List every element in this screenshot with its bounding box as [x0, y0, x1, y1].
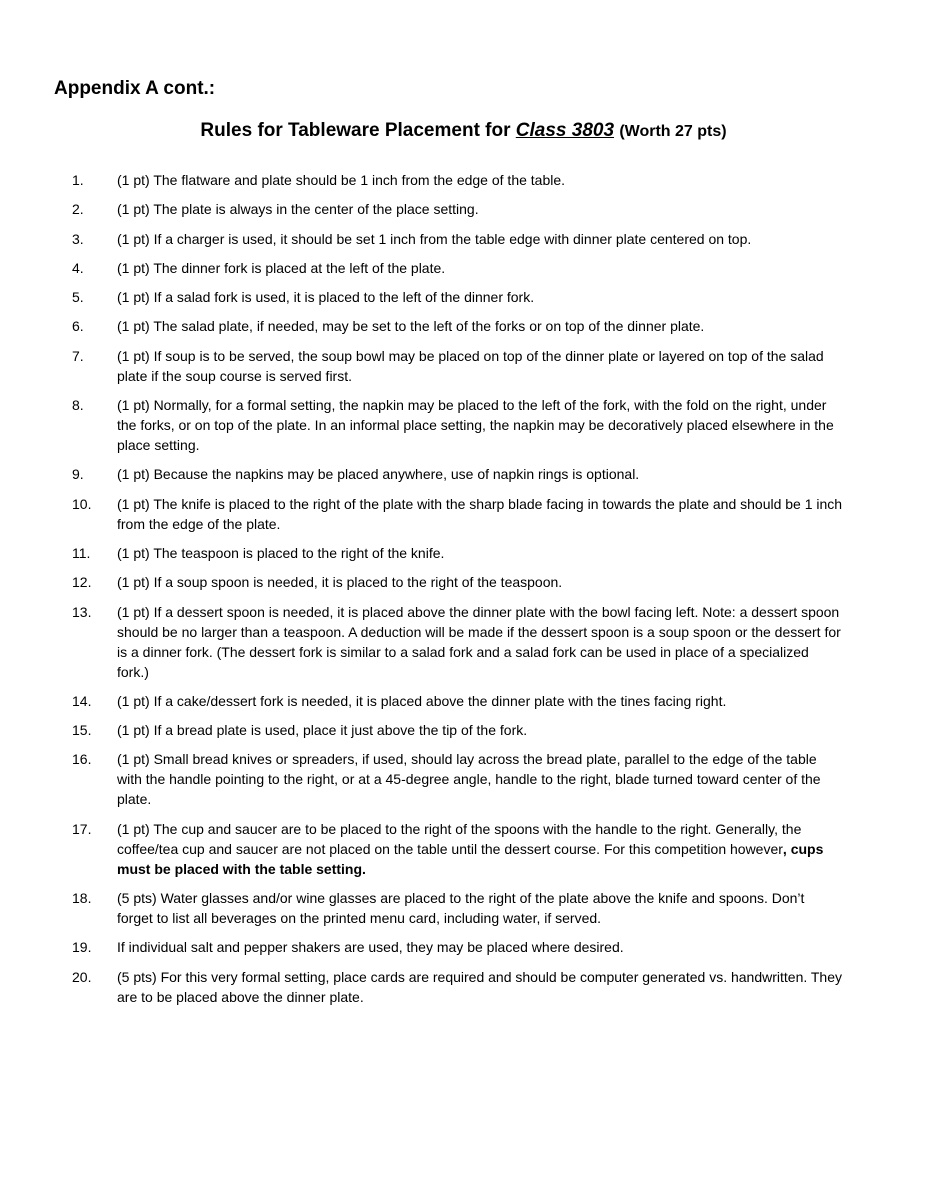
rule-item	[72, 494, 844, 534]
title-prefix: Rules for Tableware Placement for	[200, 120, 516, 141]
rule-number: 5.	[72, 289, 84, 306]
rule-number: 15.	[72, 722, 92, 739]
appendix-heading: Appendix A cont.:	[54, 78, 216, 99]
rule-text: (1 pt) Because the napkins may be placed anywhere, use of napkin rings is optional.	[117, 466, 640, 483]
rules-list	[72, 170, 844, 1016]
rule-text: (1 pt) The salad plate, if needed, may be set to the left of the forks or on top of the dinner plate.	[117, 318, 705, 335]
rule-text: (1 pt) The plate is always in the center of the place setting.	[117, 201, 479, 218]
rule-text: (5 pts) For this very formal setting, place cards are required and should be computer generated vs. handwritten. They are to be placed above the dinner plate.	[117, 968, 842, 1005]
rule-number: 12.	[72, 574, 92, 591]
rule-text-bold: , cups must be placed with the table setting.	[117, 840, 824, 877]
rule-number: 1.	[72, 172, 84, 188]
title-class: Class 3803	[515, 120, 615, 141]
rule-item	[72, 602, 844, 682]
rule-item	[72, 229, 844, 249]
rule-text: (1 pt) The teaspoon is placed to the right of the knife.	[117, 544, 445, 561]
rule-item	[72, 316, 844, 336]
rule-number: 16.	[72, 751, 92, 768]
rule-number: 3.	[72, 230, 84, 247]
title-worth: (Worth 27 pts)	[619, 123, 727, 140]
rule-item	[72, 258, 844, 278]
rule-text: (1 pt) If a soup spoon is needed, it is placed to the right of the teaspoon.	[117, 574, 563, 591]
rule-number: 17.	[72, 820, 92, 837]
rule-item	[72, 720, 844, 740]
rule-text: (1 pt) If a dessert spoon is needed, it is placed above the dinner plate with the bowl facing left. Note: a dessert spoon should be no larger than a teaspoon. A deduction will be made if the dessert spoon is a soup spoon or the dessert for is a dinner fork. (The dessert fork is similar to a salad fork and a salad fork can be used in place of a specialized fork.)	[117, 603, 841, 680]
rule-number: 20.	[72, 968, 92, 985]
rule-number: 13.	[72, 603, 92, 620]
rule-text-plain: (1 pt) The cup and saucer are to be placed to the right of the spoons with the handle to the right. Generally, the coffee/tea cup and saucer are not placed on the table until the dessert course. For this competition however	[117, 820, 802, 857]
rule-number: 8.	[72, 397, 84, 414]
rule-text: (5 pts) Water glasses and/or wine glasses are placed to the right of the plate above the knife and spoons. Don’t forget to list all beverages on the printed menu card, including water, if served.	[117, 890, 805, 927]
rule-item	[72, 395, 844, 455]
rule-number: 18.	[72, 890, 92, 907]
rule-item	[72, 967, 844, 1007]
rule-item	[72, 888, 844, 928]
rule-text: (1 pt) If a bread plate is used, place it just above the tip of the fork.	[117, 722, 528, 739]
rule-item	[72, 572, 844, 592]
rule-text: (1 pt) If a charger is used, it should be set 1 inch from the table edge with dinner plate centered on top.	[117, 230, 752, 247]
rule-item	[72, 543, 844, 563]
rule-text: (1 pt) If a salad fork is used, it is placed to the left of the dinner fork.	[117, 289, 535, 306]
rule-number: 7.	[72, 347, 84, 364]
rule-number: 4.	[72, 259, 84, 276]
rule-number: 10.	[72, 495, 92, 512]
rule-text: (1 pt) If a cake/dessert fork is needed, it is placed above the dinner plate with the tines facing right.	[117, 692, 727, 709]
rule-item	[72, 346, 844, 386]
page-title	[0, 120, 927, 142]
rule-text	[117, 819, 844, 879]
rule-item	[72, 691, 844, 711]
rule-text: (1 pt) The knife is placed to the right of the plate with the sharp blade facing in towards the plate and should be 1 inch from the edge of the plate.	[117, 495, 843, 532]
rule-number: 9.	[72, 466, 84, 483]
rule-number: 19.	[72, 939, 92, 956]
rule-item	[72, 464, 844, 484]
rule-item	[72, 170, 844, 190]
rule-text: (1 pt) If soup is to be served, the soup bowl may be placed on top of the dinner plate or layered on top of the salad plate if the soup course is served first.	[117, 347, 824, 384]
rule-text: (1 pt) The flatware and plate should be 1 inch from the edge of the table.	[117, 172, 566, 188]
rule-number: 11.	[72, 544, 91, 561]
rule-item	[72, 199, 844, 219]
rule-item	[72, 749, 844, 809]
rule-item	[72, 819, 844, 879]
rule-number: 14.	[72, 692, 92, 709]
rule-text: (1 pt) Normally, for a formal setting, the napkin may be placed to the left of the fork, with the fold on the right, under the forks, or on top of the plate. In an informal place setting, the napkin may be decoratively placed elsewhere in the place setting.	[117, 397, 834, 454]
rule-number: 6.	[72, 318, 84, 335]
rule-text: (1 pt) Small bread knives or spreaders, if used, should lay across the bread plate, parallel to the edge of the table with the handle pointing to the right, or at a 45-degree angle, handle to the right, blade turned toward center of the plate.	[117, 751, 821, 808]
rule-number: 2.	[72, 201, 84, 218]
rule-text: (1 pt) The dinner fork is placed at the left of the plate.	[117, 259, 446, 276]
rule-item	[72, 937, 844, 957]
rule-text: If individual salt and pepper shakers are used, they may be placed where desired.	[117, 939, 624, 956]
rule-item	[72, 287, 844, 307]
